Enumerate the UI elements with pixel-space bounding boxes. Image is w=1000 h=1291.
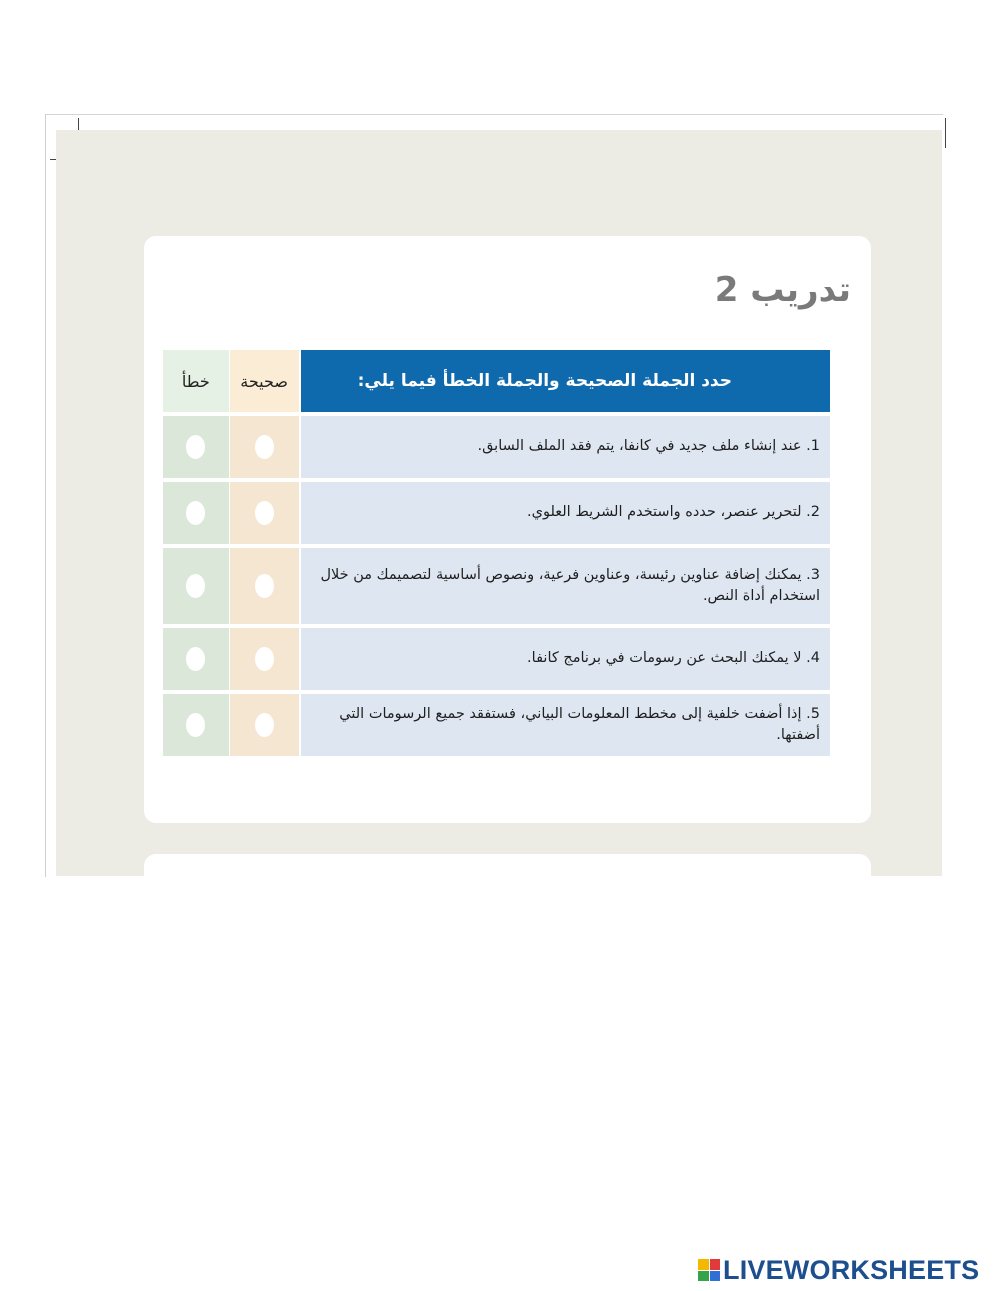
- true-column-header: صحيحة: [229, 350, 299, 412]
- true-false-table: [163, 350, 830, 756]
- false-radio-4[interactable]: [186, 647, 205, 671]
- exercise-title: تدريب 2: [714, 270, 851, 310]
- statement-4: 4. لا يمكنك البحث عن رسومات في برنامج كانفا.: [299, 624, 830, 690]
- instruction-header: حدد الجملة الصحيحة والجملة الخطأ فيما يلي:: [299, 350, 830, 412]
- false-radio-3[interactable]: [186, 574, 205, 598]
- margin-mark-right-vertical: [945, 118, 946, 148]
- table-row: [163, 690, 830, 756]
- statement-1: 1. عند إنشاء ملف جديد في كانفا، يتم فقد الملف السابق.: [299, 412, 830, 478]
- true-radio-4[interactable]: [255, 647, 274, 671]
- worksheet-background: [56, 130, 942, 876]
- false-radio-5[interactable]: [186, 713, 205, 737]
- logo-square-yellow: [698, 1259, 709, 1270]
- exercise-card: [144, 236, 871, 823]
- logo-square-blue: [710, 1271, 721, 1282]
- true-cell: [229, 624, 299, 690]
- false-radio-1[interactable]: [186, 435, 205, 459]
- true-radio-1[interactable]: [255, 435, 274, 459]
- false-cell: [163, 412, 229, 478]
- false-cell: [163, 690, 229, 756]
- table-row: [163, 412, 830, 478]
- true-radio-2[interactable]: [255, 501, 274, 525]
- true-radio-3[interactable]: [255, 574, 274, 598]
- true-cell: [229, 478, 299, 544]
- true-cell: [229, 690, 299, 756]
- table-row: [163, 624, 830, 690]
- table-row: [163, 478, 830, 544]
- true-cell: [229, 544, 299, 624]
- logo-square-red: [710, 1259, 721, 1270]
- table-row: [163, 544, 830, 624]
- next-card: [144, 854, 871, 876]
- table-header-row: [163, 350, 830, 412]
- true-cell: [229, 412, 299, 478]
- true-radio-5[interactable]: [255, 713, 274, 737]
- liveworksheets-logo-icon: [698, 1259, 720, 1281]
- false-column-header: خطأ: [163, 350, 229, 412]
- logo-square-green: [698, 1271, 709, 1282]
- statement-2: 2. لتحرير عنصر، حدده واستخدم الشريط العلوي.: [299, 478, 830, 544]
- statement-5: 5. إذا أضفت خلفية إلى مخطط المعلومات البياني، فستفقد جميع الرسومات التي أضفتها.: [299, 690, 830, 756]
- statement-3: 3. يمكنك إضافة عناوين رئيسة، وعناوين فرعية، ونصوص أساسية لتصميمك من خلال استخدام أداة النص.: [299, 544, 830, 624]
- false-radio-2[interactable]: [186, 501, 205, 525]
- brand-name: LIVEWORKSHEETS: [723, 1254, 980, 1285]
- false-cell: [163, 544, 229, 624]
- false-cell: [163, 478, 229, 544]
- liveworksheets-brand: [698, 1256, 979, 1284]
- false-cell: [163, 624, 229, 690]
